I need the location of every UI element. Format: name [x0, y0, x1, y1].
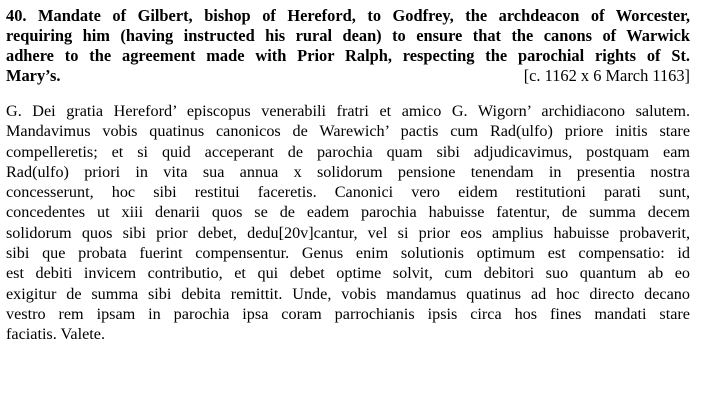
text-line: concedentes ut xiii denarii quos se de eadem parochia habuisse fatentur, de summa decem — [6, 203, 690, 222]
text-line: vestro rem ipsam in parochia ipsa coram parrochianis ipsis circa hos fines mandati stare — [6, 304, 690, 323]
text-line: Mandavimus vobis quatinus canonicos de Warewich’ pactis cum Rad(ulfo) priore initis stare — [6, 122, 690, 141]
text-line: exigitur de summa sibi debita remittit. Unde, vobis mandamus quatinus ad hoc directo decano — [6, 284, 690, 303]
text-line: faciatis. Valete. — [6, 325, 106, 344]
heading-line: Mary’s. — [6, 66, 61, 85]
text-line: concesserunt, hoc sibi restitui faceretis. Canonici vero eidem restitutioni parati sunt, — [6, 183, 690, 202]
charter-date: [c. 1162 x 6 March 1163] — [523, 66, 690, 85]
text-line: solidorum quos sibi prior debet, dedu[20v]cantur, vel si prior eos amplius habuisse probaverit, — [6, 223, 690, 242]
text-line: Rad(ulfo) priori in vita sua annua x solidorum pensione tenendam in presentia nostra — [6, 162, 690, 181]
heading-line: adhere to the agreement made with Prior Ralph, respecting the parochial rights of St. — [6, 46, 690, 65]
text-line: G. Dei gratia Hereford’ episcopus venerabili fratri et amico G. Wigorn’ archidiacono salutem. — [6, 102, 690, 120]
text-line: compelleretis; et si quid acceperant de parochia quam sibi adjudicavimus, postquam eam — [6, 142, 690, 161]
charter-page — [6, 6, 690, 345]
heading-line: 40. Mandate of Gilbert, bishop of Hereford, to Godfrey, the archdeacon of Worcester, — [6, 6, 690, 25]
heading-last-line — [6, 66, 690, 86]
charter-heading — [6, 6, 690, 86]
text-line: sibi que probata fuerint compensentur. Genus enim solutionis optimum est compensatio: id — [6, 244, 690, 263]
text-line: est debiti invicem contributio, et qui debet optime solvit, cum debitori suo quantum ab eo — [6, 264, 690, 283]
heading-line: requiring him (having instructed his rural dean) to ensure that the canons of Warwick — [6, 26, 690, 45]
charter-text — [6, 101, 690, 345]
